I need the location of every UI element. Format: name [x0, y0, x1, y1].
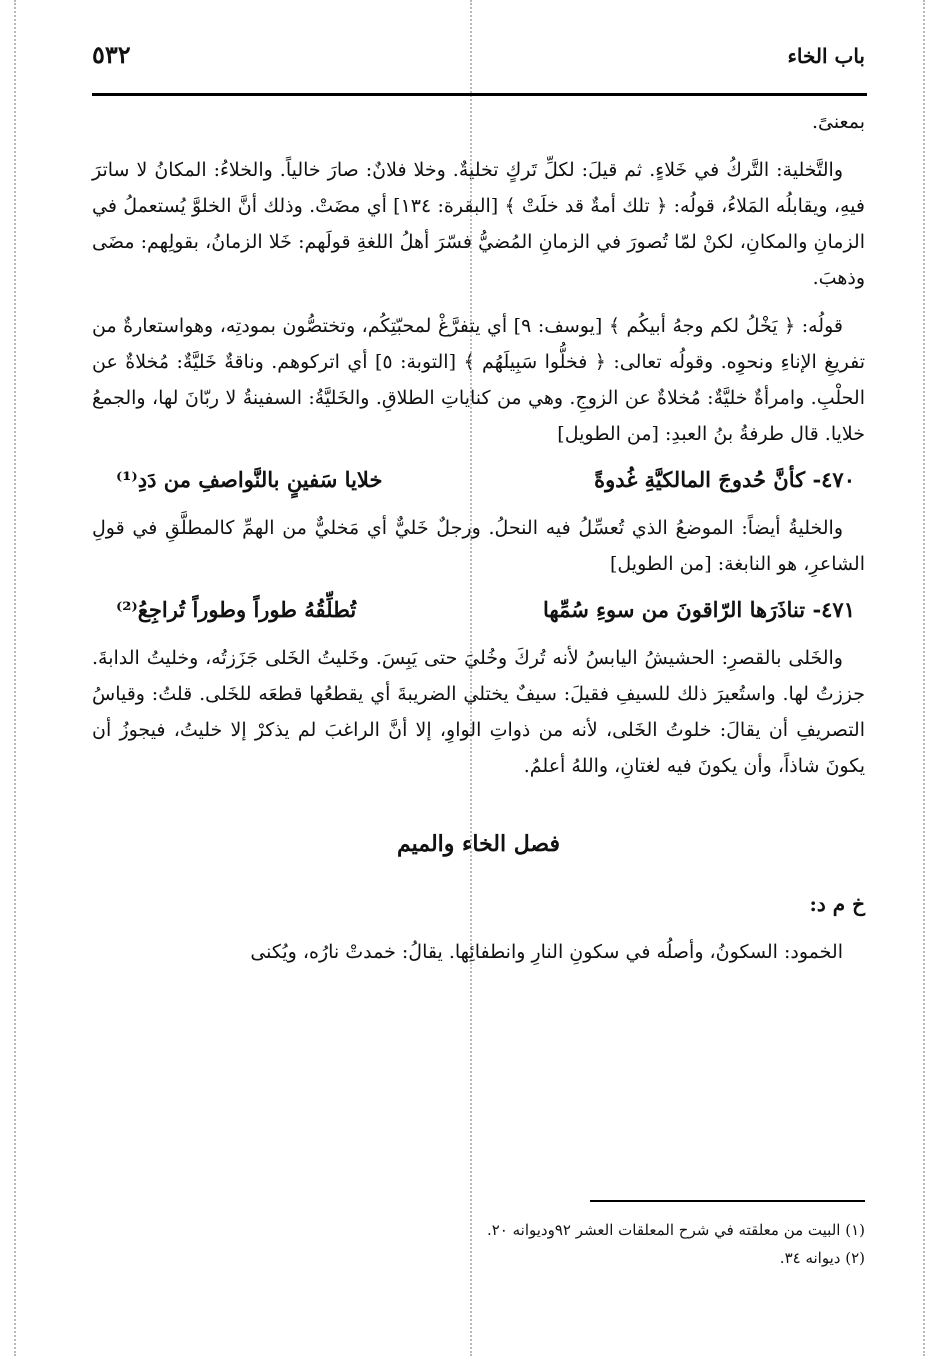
verse-470-first-text: كأنَّ حُدوجَ المالكيَّةِ غُدوةً: [594, 467, 806, 492]
root-heading: خ م د:: [809, 892, 865, 916]
scan-margin-line-right: [923, 0, 925, 1356]
verse-471-second-hemistich: تُطلِّقُهُ طوراً وطوراً تُراجِعُ⁽²⁾: [116, 597, 357, 622]
page-number: ٥٣٢: [92, 40, 131, 69]
paragraph-4: والخَلى بالقصرِ: الحشيشُ اليابسُ لأنه تُركَ وخُليَ حتى يَبِسَ. وخَليتُ الخَلى جَزَزتُه، وخليتُ الدابةَ. جززتُ لها. واستُعيرَ ذلك للسيفِ فقيلَ: سيفٌ يختلي الضريبةَ أي يقطعُها قطعَه للخَلى. قلتُ: وقياسُ التصريفِ أن يقالَ: خلوتُ الخَلى، لأنه من ذواتِ الواوِ، إلا أنَّ الراغبَ لم يذكرْ إلا خليتُ، فيجوزُ أن يكونَ شاذاً، وأن يكونَ فيه لغتانِ، واللهُ أعلمُ.: [92, 647, 865, 777]
scan-margin-line-left: [14, 0, 16, 1356]
section-title: فصل الخاء والميم: [396, 831, 561, 857]
lead-line: بمعنىً.: [811, 111, 865, 133]
paragraph-5: الخمود: السكونُ، وأصلُه في سكونِ النارِ وانطفائِها. يقالُ: خمدتْ نارُه، ويُكنى: [250, 941, 843, 963]
verse-470-number: ٤٧٠-: [812, 467, 855, 492]
verse-471-first-hemistich: [543, 592, 855, 628]
footnote-2: (٢) ديوانه ٣٤.: [779, 1249, 865, 1267]
verse-471-first-text: تناذَرَها الرّاقونَ من سوءِ سُمِّها: [543, 597, 806, 622]
footnotes: [92, 1216, 865, 1272]
verse-470-first-hemistich: [594, 462, 855, 498]
verse-470: [92, 462, 865, 498]
verse-470-second-hemistich: خلايا سَفينٍ بالنَّواصفِ من دَدِ⁽¹⁾: [116, 467, 383, 492]
footnote-1: (١) البيت من معلقته في شرح المعلقات العشر ٩٢وديوانه ٢٠.: [486, 1221, 865, 1239]
paragraph-1: والتَّخلية: التَّركُ في خَلاءٍ. ثم قيلَ: لكلِّ تَركٍ تخليةٌ. وخلا فلانٌ: صارَ خالياً. والخلاءُ: المكانُ لا ساترَ فيهِ، ويقابلُه المَلاءُ، قولُه: ﴿ تلك أمةٌ قد خلَتْ ﴾ [البقرة: ١٣٤] أي مضَتْ. وذلك أنَّ الخلوَّ يُستعملُ في الزمانِ والمكانِ، لكنْ لمّا تُصورَ في الزمانِ المُضيُّ فسّرَ أهلُ اللغةِ قولَهم: خَلا الزمانُ، بقولِهم: مضَى وذهبَ.: [92, 159, 865, 289]
chapter-title: باب الخاء: [787, 44, 865, 68]
paragraph-3: والخليةُ أيضاً: الموضعُ الذي تُعسِّلُ فيه النحلُ. ورجلٌ خَليٌّ أي مَخليٌّ من الهمِّ كالمطلَّقِ في قولِ الشاعرِ، هو النابغة: [من الطويل]: [92, 517, 865, 575]
paragraph-2: قولُه: ﴿ يَخْلُ لكم وجهُ أبيكُم ﴾ [يوسف: ٩] أي يتفرَّغْ لمحبّتِكُم، وتختصُّون بمودتِه، وهواستعارةٌ من تفريغِ الإناءِ ونحوِه. وقولُه تعالى: ﴿ فخلُّوا سَبِيلَهُم ﴾ [التوبة: ٥] أي اتركوهم. وناقةٌ خَليَّةٌ: مُخلاةٌ عن الحلْبِ. وامرأةٌ خليَّةٌ: مُخلاةٌ عن الزوجِ. وهي من كناياتِ الطلاقِ. والخَليَّةُ: السفينةُ لا ربّانَ لها، والجمعُ خلايا. قال طرفةُ بنُ العبدِ: [من الطويل]: [92, 315, 866, 445]
body-text: [92, 104, 865, 970]
verse-471-number: ٤٧١-: [812, 597, 855, 622]
header-rule: [92, 93, 867, 96]
running-header: [92, 38, 865, 88]
verse-471: [92, 592, 865, 628]
footnote-rule: [590, 1200, 865, 1202]
